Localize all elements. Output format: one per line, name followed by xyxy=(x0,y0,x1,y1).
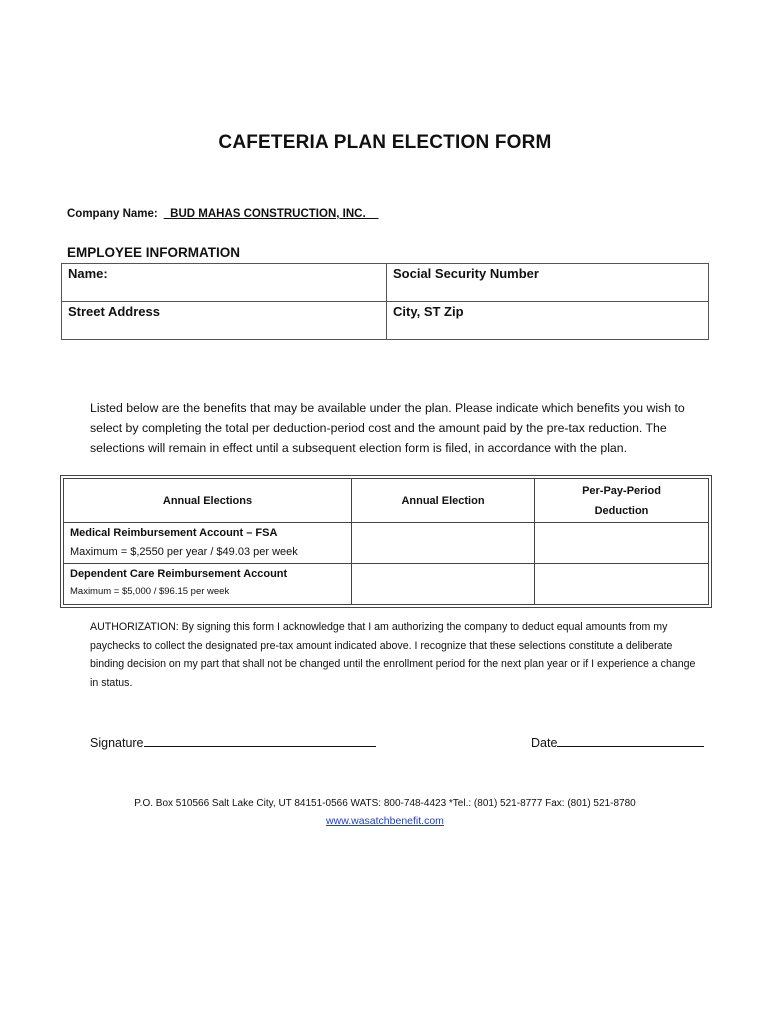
fsa-row-label xyxy=(64,523,352,564)
company-name-value[interactable]: _BUD MAHAS CONSTRUCTION, INC.__ xyxy=(163,208,379,220)
dependent-care-row-label xyxy=(64,564,352,605)
dependent-care-annual-election-input[interactable] xyxy=(352,564,535,605)
header-per-pay-period-line2: Deduction xyxy=(594,504,649,517)
company-name-row xyxy=(67,208,378,220)
header-annual-elections: Annual Elections xyxy=(64,479,352,523)
date-label: Date xyxy=(531,736,558,750)
intro-paragraph: Listed below are the benefits that may be available under the plan. Please indicate which benefits you wish to select by completing the total per deduction-period cost and the amount paid by the pre-tax reduction. The selections will remain in effect until a subsequent election form is filed, in accordance with the plan. xyxy=(90,401,685,455)
name-label: Name: xyxy=(68,266,108,281)
elections-table xyxy=(63,478,709,605)
signature-label: Signature xyxy=(90,736,144,750)
dependent-care-per-pay-period-input[interactable] xyxy=(535,564,709,605)
city-state-zip-field[interactable] xyxy=(387,302,709,340)
header-per-pay-period xyxy=(535,479,709,523)
website-link[interactable]: www.wasatchbenefit.com xyxy=(326,815,444,827)
dependent-care-title: Dependent Care Reimbursement Account xyxy=(70,568,288,580)
header-annual-election: Annual Election xyxy=(352,479,535,523)
signature-line[interactable] xyxy=(144,733,376,747)
dependent-care-maximum: Maximum = $5,000 / $96.15 per week xyxy=(70,586,230,597)
employee-information-table xyxy=(61,263,709,340)
form-title: CAFETERIA PLAN ELECTION FORM xyxy=(218,132,552,153)
fsa-maximum: Maximum = $,2550 per year / $49.03 per week xyxy=(70,546,298,558)
signature-row xyxy=(90,733,376,750)
street-address-field[interactable] xyxy=(62,302,387,340)
footer-address: P.O. Box 510566 Salt Lake City, UT 84151-0566 WATS: 800-748-4423 *Tel.: (801) 521-8777 Fax: (801) 521-8780 xyxy=(134,798,636,809)
ssn-label: Social Security Number xyxy=(393,266,539,281)
name-field[interactable] xyxy=(62,264,387,302)
employee-information-heading: EMPLOYEE INFORMATION xyxy=(67,245,241,260)
street-address-label: Street Address xyxy=(68,304,160,319)
authorization-paragraph: AUTHORIZATION: By signing this form I acknowledge that I am authorizing the company to deduct equal amounts from my paychecks to collect the designated pre-tax amount indicated above. I recognize that these selections constitute a deliberate binding decision on my part that shall not be changed until the enrollment period for the next plan year or if I experience a change in status. xyxy=(90,621,696,689)
date-row xyxy=(531,733,704,750)
fsa-per-pay-period-input[interactable] xyxy=(535,523,709,564)
header-per-pay-period-line1: Per-Pay-Period xyxy=(582,484,661,497)
ssn-field[interactable] xyxy=(387,264,709,302)
city-state-zip-label: City, ST Zip xyxy=(393,304,464,319)
fsa-annual-election-input[interactable] xyxy=(352,523,535,564)
fsa-title: Medical Reimbursement Account – FSA xyxy=(70,527,278,539)
date-line[interactable] xyxy=(557,733,704,747)
company-name-label: Company Name: xyxy=(67,208,158,220)
elections-table-frame xyxy=(60,475,712,608)
